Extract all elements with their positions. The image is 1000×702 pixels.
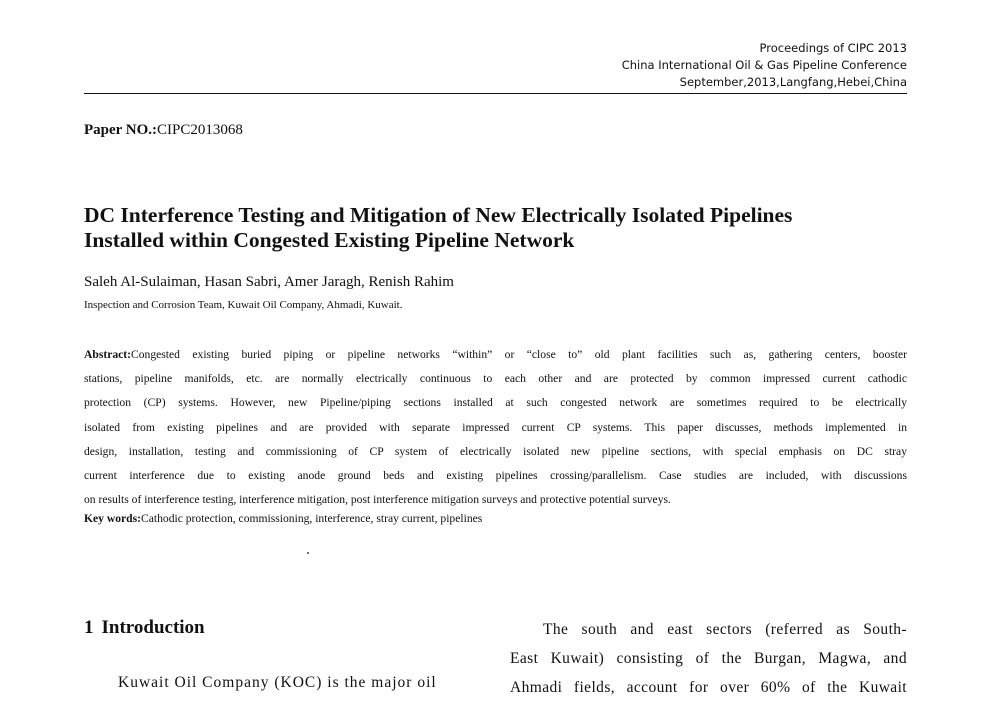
keywords	[84, 512, 482, 525]
conference-header	[622, 40, 907, 91]
section-number: 1	[84, 617, 94, 638]
abstract-line: Abstract:Congested existing buried piping or pipeline networks “within” or “close to” old plant facilities such as, gathering centers, booster	[84, 348, 907, 361]
paper-number-label: Paper NO.:	[84, 122, 158, 138]
left-column-text: Kuwait Oil Company (KOC) is the major oil	[118, 674, 437, 691]
header-divider	[84, 93, 907, 94]
abstract-line: on results of interference testing, interference mitigation, post interference mitigation surveys and protective potential surveys.	[84, 493, 671, 507]
paper-title	[84, 203, 914, 253]
author-affiliation: Inspection and Corrosion Team, Kuwait Oil Company, Ahmadi, Kuwait.	[84, 299, 403, 311]
paper-number-value: CIPC2013068	[157, 122, 243, 138]
keywords-value: Cathodic protection, commissioning, interference, stray current, pipelines	[141, 512, 483, 525]
author-list: Saleh Al-Sulaiman, Hasan Sabri, Amer Jaragh, Renish Rahim	[84, 274, 454, 290]
keywords-label: Key words:	[84, 512, 141, 525]
abstract-line: current interference due to existing anode ground beds and existing pipelines crossing/parallelism. Case studies are included, with discussions	[84, 468, 907, 482]
abstract-line: design, installation, testing and commissioning of CP system of electrically isolated new pipeline sections, with special emphasis on DC stray	[84, 444, 907, 458]
proceedings-line: Proceedings of CIPC 2013	[759, 41, 907, 55]
body-line: East Kuwait) consisting of the Burgan, Magwa, and	[510, 650, 907, 667]
abstract-label: Abstract:	[84, 348, 132, 361]
right-column-text	[510, 615, 907, 702]
body-line: Ahmadi fields, account for over 60% of the Kuwait	[510, 679, 907, 696]
scan-speck	[307, 552, 309, 554]
paper-title-line-1: DC Interference Testing and Mitigation of New Electrically Isolated Pipelines	[84, 203, 793, 227]
abstract-line: stations, pipeline manifolds, etc. are normally electrically continuous to each other and are protected by common impressed current cathodic	[84, 372, 907, 386]
conference-date-line: September,2013,Langfang,Hebei,China	[679, 75, 907, 89]
abstract-line: isolated from existing pipelines and are provided with separate impressed current CP systems. This paper discusses, methods implemented in	[84, 420, 907, 434]
section-title: Introduction	[101, 617, 205, 638]
section-heading-introduction	[84, 617, 205, 639]
conference-name-line: China International Oil & Gas Pipeline Conference	[621, 58, 907, 72]
body-line: The south and east sectors (referred as South-	[543, 621, 907, 638]
abstract-line: protection (CP) systems. However, new Pipeline/piping sections installed at such congested network are sometimes required to be electrically	[84, 396, 907, 410]
abstract	[84, 343, 907, 512]
paper-number	[84, 122, 243, 139]
paper-title-line-2: Installed within Congested Existing Pipeline Network	[84, 228, 575, 252]
